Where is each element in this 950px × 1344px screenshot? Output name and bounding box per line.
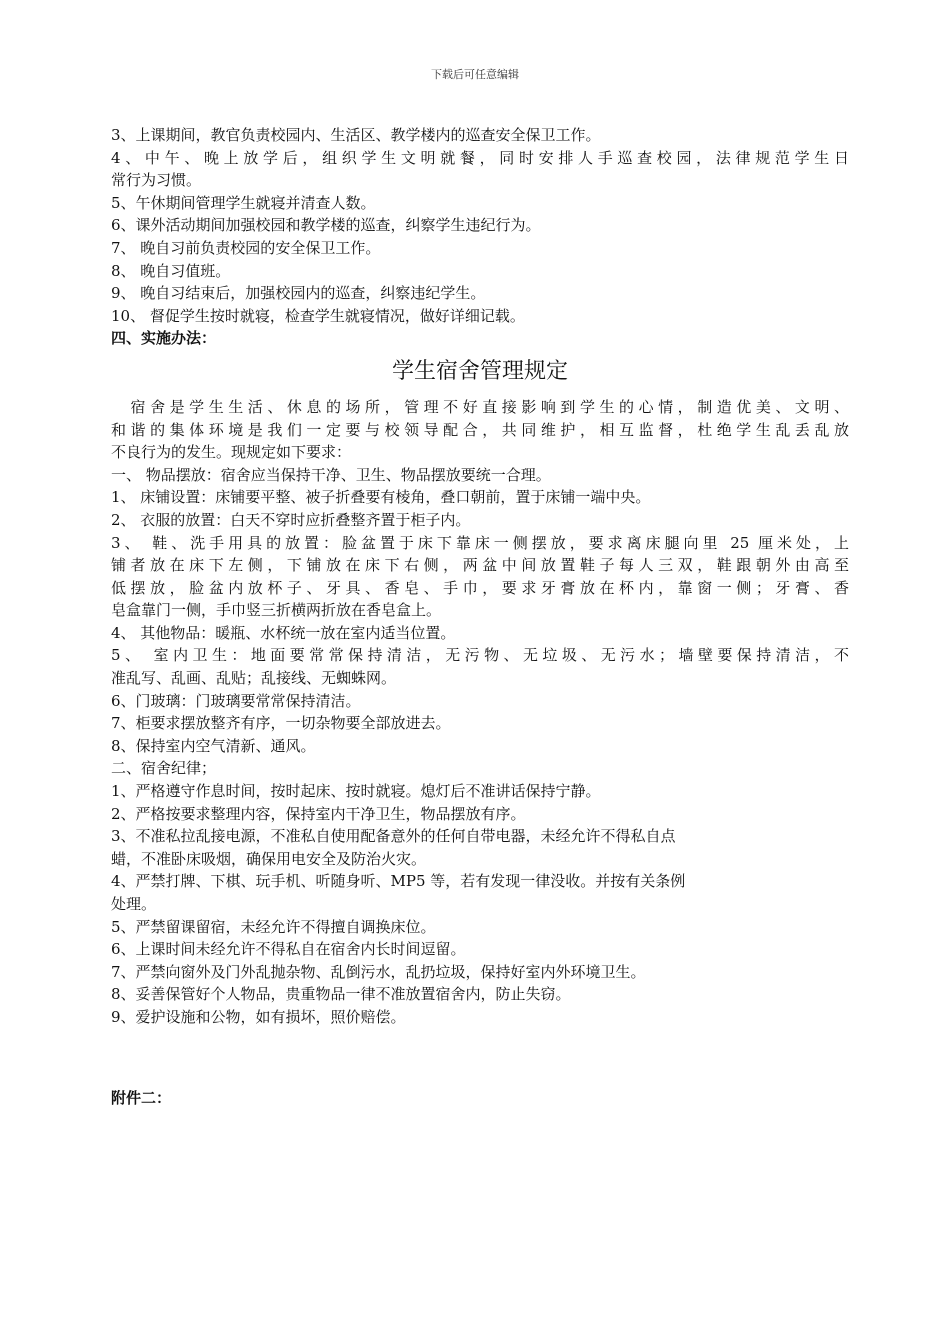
paragraph-line: 6、课外活动期间加强校园和教学楼的巡查，纠察学生违纪行为。 — [111, 216, 541, 235]
paragraph-line: 5、严禁留课留宿，未经允许不得擅自调换床位。 — [111, 917, 436, 936]
paragraph-line: 3、不准私拉乱接电源，不准私自使用配备意外的任何自带电器，未经允许不得私自点 — [111, 827, 676, 846]
paragraph-line: 不良行为的发生。现规定如下要求： — [111, 443, 352, 462]
paragraph-line: 4、严禁打牌、下棋、玩手机、听随身听、MP5 等，若有发现一律没收。并按有关条例 — [111, 872, 686, 891]
paragraph-line: 低摆放，脸盆内放杯子、牙具、香皂、手巾，要求牙膏放在杯内，靠窗一侧；牙膏、香 — [111, 578, 849, 597]
paragraph-line: 7、柜要求摆放整齐有序，一切杂物要全部放进去。 — [111, 714, 451, 733]
paragraph-line: 一、 物品摆放：宿舍应当保持干净、卫生、物品摆放要统一合理。 — [111, 465, 551, 484]
paragraph-line: 处理。 — [111, 895, 157, 913]
paragraph-line: 2、 衣服的放置：白天不穿时应折叠整齐置于柜子内。 — [111, 510, 471, 529]
paragraph-line: 6、门玻璃：门玻璃要常常保持清洁。 — [111, 691, 361, 710]
paragraph-line: 8、 晚自习值班。 — [111, 261, 231, 280]
paragraph-line: 5、 室内卫生：地面要常常保持清洁，无污物、无垃圾、无污水；墙壁要保持清洁，不 — [111, 646, 849, 665]
spacer — [111, 1029, 849, 1087]
paragraph-line: 皂盒靠门一侧，手巾竖三折横两折放在香皂盒上。 — [111, 601, 442, 620]
paragraph-line: 9、 晚自习结束后，加强校园内的巡查，纠察违纪学生。 — [111, 284, 486, 303]
paragraph-line: 准乱写、乱画、乱贴；乱接线、无蜘蛛网。 — [111, 669, 397, 688]
paragraph-line: 4、中午、晚上放学后，组织学生文明就餐，同时安排人手巡查校园，法律规范学生日 — [111, 148, 849, 167]
paragraph-line: 铺者放在床下左侧，下铺放在床下右侧，两盆中间放置鞋子每人三双，鞋跟朝外由高至 — [111, 556, 849, 575]
attachment-heading: 附件二： — [111, 1088, 172, 1107]
document-body — [111, 124, 849, 1109]
paragraph-line: 5、午休期间管理学生就寝并清查人数。 — [111, 193, 376, 212]
paragraph-line: 10、 督促学生按时就寝，检查学生就寝情况，做好详细记载。 — [111, 306, 525, 325]
paragraph-line: 3、上课期间，教官负责校园内、生活区、教学楼内的巡查安全保卫工作。 — [111, 126, 601, 144]
paragraph-line: 和谐的集体环境是我们一定要与校领导配合，共同维护，相互监督，杜绝学生乱丢乱放 — [111, 420, 849, 439]
paragraph-line: 常行为习惯。 — [111, 171, 202, 190]
page-header: 下载后可任意编辑 — [431, 68, 519, 81]
section-heading: 四、实施办法： — [111, 329, 217, 348]
paragraph-line: 2、严格按要求整理内容，保持室内干净卫生，物品摆放有序。 — [111, 804, 526, 823]
paragraph-line: 8、妥善保管好个人物品，贵重物品一律不准放置宿舍内，防止失窃。 — [111, 985, 571, 1004]
paragraph-line: 1、严格遵守作息时间，按时起床、按时就寝。熄灯后不准讲话保持宁静。 — [111, 782, 601, 801]
paragraph-line: 宿舍是学生生活、休息的场所，管理不好直接影响到学生的心情，制造优美、文明、 — [111, 397, 849, 416]
paragraph-line: 6、上课时间未经允许不得私自在宿舍内长时间逗留。 — [111, 940, 466, 959]
paragraph-line: 8、保持室内空气清新、通风。 — [111, 736, 316, 755]
document-title: 学生宿舍管理规定 — [391, 358, 568, 384]
paragraph-line: 蜡，不准卧床吸烟，确保用电安全及防治火灾。 — [111, 849, 427, 868]
paragraph-line: 二、宿舍纪律； — [111, 759, 217, 778]
regulations-body — [111, 396, 849, 1029]
paragraph-line: 7、 晚自习前负责校园的安全保卫工作。 — [111, 238, 381, 257]
paragraph-line: 9、爱护设施和公物，如有损坏，照价赔偿。 — [111, 1007, 406, 1026]
paragraph-line: 4、 其他物品：暖瓶、水杯统一放在室内适当位置。 — [111, 623, 456, 642]
paragraph-line: 3、 鞋、洗手用具的放置：脸盆置于床下靠床一侧摆放，要求离床腿向里 25 厘米处，上 — [111, 533, 849, 552]
paragraph-line: 1、 床铺设置：床铺要平整、被子折叠要有棱角，叠口朝前，置于床铺一端中央。 — [111, 488, 651, 507]
duty-list — [111, 124, 849, 327]
paragraph-line: 7、严禁向窗外及门外乱抛杂物、乱倒污水，乱扔垃圾，保持好室内外环境卫生。 — [111, 962, 646, 981]
